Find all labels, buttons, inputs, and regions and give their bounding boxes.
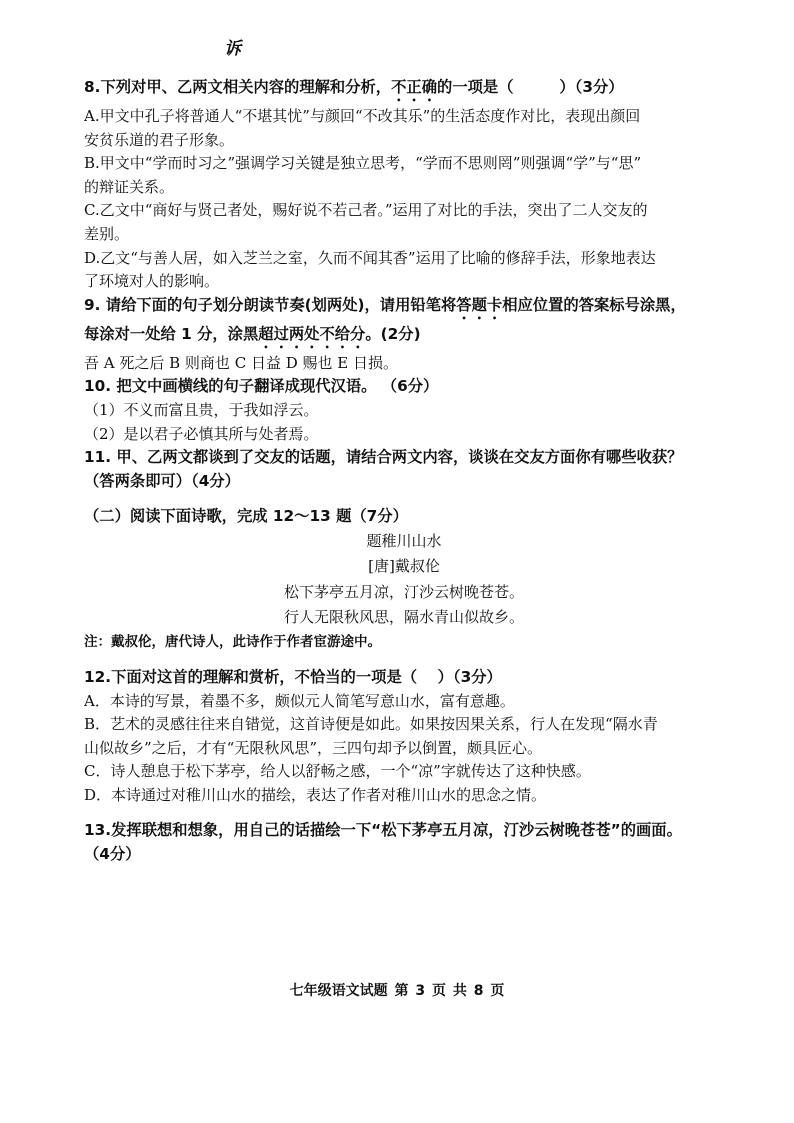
q10-sentence-1: （1）不义而富且贵，于我如浮云。 bbox=[84, 400, 319, 419]
poem-line-2: 行人无限秋风思，隔水青山似故乡。 bbox=[283, 608, 524, 627]
handwritten-mark: 诉 bbox=[224, 39, 242, 59]
q9-l1-emphasis: 答题卡 bbox=[456, 295, 503, 314]
footer-label: 七年级语文试题 bbox=[289, 983, 388, 999]
q9-l2-post: 。(2分) bbox=[365, 324, 421, 343]
q12-option-b-line1: B．艺术的灵感往往来自错觉，这首诗便是如此。如果按因果关系，行人在发现“隔水青 bbox=[84, 715, 658, 734]
q8-option-d-line1: D.乙文“与善人居，如入芝兰之室，久而不闻其香”运用了比喻的修辞手法，形象地表达 bbox=[84, 248, 656, 267]
spacer bbox=[84, 654, 724, 666]
footer-page-word: 第 bbox=[394, 983, 409, 999]
footer-total-word: 共 bbox=[452, 983, 467, 999]
footer-page-unit: 页 bbox=[432, 983, 446, 999]
poem-author: [唐]戴叔伦 bbox=[368, 557, 440, 576]
q8-stem-post: 的一项是（ ）（3分） bbox=[437, 78, 624, 96]
q8-option-b-line2: 的辩证关系。 bbox=[84, 177, 175, 196]
q8-option-b-line1: B.甲文中“学而时习之”强调学习关键是独立思考，“学而不思则罔”则强调“学”与“思” bbox=[84, 154, 642, 173]
q9-l1-post: 相应位置的答案标号涂黑， bbox=[502, 295, 686, 314]
q12-option-d: D．本诗通过对稚川山水的描绘，表达了作者对稚川山水的思念之情。 bbox=[84, 785, 547, 804]
q8-stem bbox=[84, 76, 724, 105]
q9-l1-pre: 9. 请给下面的句子划分朗读节奏(划两处)，请用铅笔将 bbox=[84, 295, 457, 314]
poem-title: 题稚川山水 bbox=[366, 531, 442, 550]
q12-stem: 12.下面对这首的理解和赏析，不恰当的一项是（ ）（3分） bbox=[84, 667, 502, 686]
q8-stem-emphasis: 不正确 bbox=[391, 78, 438, 96]
q8-option-a-line2: 安贫乐道的君子形象。 bbox=[84, 130, 235, 149]
q10-sentence-2: （2）是以君子必慎其所与处者焉。 bbox=[84, 424, 319, 443]
spacer bbox=[84, 493, 724, 505]
page-footer bbox=[0, 980, 794, 1000]
footer-total-unit: 页 bbox=[490, 983, 505, 999]
q8-option-c-line1: C.乙文中“商好与贤己者处，赐好说不若己者。”运用了对比的手法，突出了二人交友的 bbox=[84, 201, 648, 220]
spacer bbox=[84, 807, 724, 819]
q12-option-a: A．本诗的写景，着墨不多，颇似元人简笔写意山水，富有意趣。 bbox=[84, 691, 515, 710]
section2-heading: （二）阅读下面诗歌，完成 12～13 题（7分） bbox=[84, 507, 408, 526]
q9-l2-emphasis: 超过两处不给分 bbox=[258, 324, 366, 343]
q13-stem-line2: （4分） bbox=[84, 845, 141, 864]
footer-total-number: 8 bbox=[473, 983, 484, 999]
q9-stem-line2 bbox=[84, 323, 724, 352]
q8-stem-pre: 8.下列对甲、乙两文相关内容的理解和分析， bbox=[84, 78, 392, 96]
q8-option-d-line2: 了环境对人的影响。 bbox=[84, 272, 220, 291]
q12-option-c: C．诗人憩息于松下茅亭，给人以舒畅之感，一个“凉”字就传达了这种快感。 bbox=[84, 762, 591, 781]
q11-stem-line2: （答两条即可）（4分） bbox=[84, 471, 240, 490]
q13-stem-line1: 13.发挥联想和想象，用自己的话描绘一下“松下茅亭五月凉，汀沙云树晚苍苍”的画面。 bbox=[84, 821, 682, 840]
poem-line-1: 松下茅亭五月凉，汀沙云树晚苍苍。 bbox=[283, 582, 524, 601]
page-content bbox=[84, 76, 724, 867]
poem-note: 注：戴叔伦，唐代诗人，此诗作于作者宦游途中。 bbox=[84, 633, 381, 650]
footer-page-number: 3 bbox=[415, 983, 426, 999]
q9-stem-line1 bbox=[84, 294, 724, 323]
q10-stem: 10. 把文中画横线的句子翻译成现代汉语。 （6分） bbox=[84, 377, 439, 396]
q8-option-c-line2: 差别。 bbox=[84, 224, 130, 243]
q8-option-a-line1: A.甲文中孔子将普通人“不堪其忧”与颜回“不改其乐”的生活态度作对比，表现出颜回 bbox=[84, 107, 641, 125]
q11-stem-line1: 11. 甲、乙两文都谈到了交友的话题，请结合两文内容，谈谈在交友方面你有哪些收获？ bbox=[84, 448, 683, 467]
q12-option-b-line2: 山似故乡”之后，才有“无限秋风思”，三四句却予以倒置，颇具匠心。 bbox=[84, 738, 543, 757]
q9-sentence: 吾 A 死之后 B 则商也 C 日益 D 赐也 E 日损。 bbox=[84, 353, 398, 372]
q9-l2-pre: 每涂对一处给 1 分，涂黑 bbox=[84, 324, 259, 343]
